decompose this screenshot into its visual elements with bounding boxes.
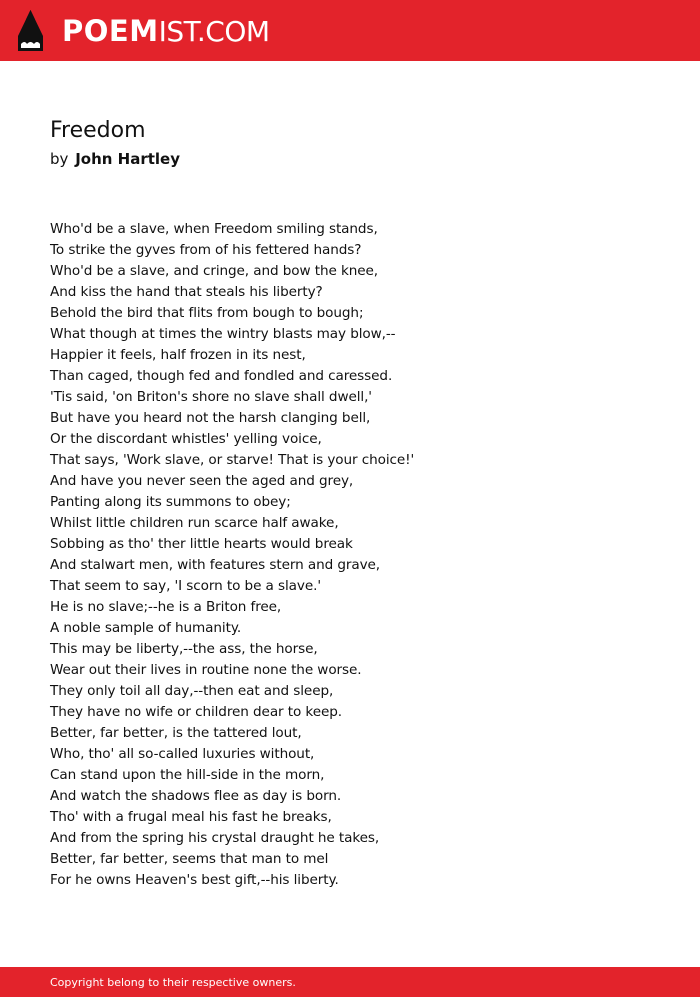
pencil-icon [18, 10, 43, 51]
poem-title: Freedom [50, 118, 146, 143]
poem-line: Who'd be a slave, when Freedom smiling stands, [50, 221, 378, 237]
footer-bar [0, 967, 700, 997]
poem-line: Wear out their lives in routine none the worse. [50, 662, 362, 678]
poem-line: And from the spring his crystal draught he takes, [50, 830, 380, 846]
poem-line: They only toil all day,--then eat and sleep, [50, 683, 334, 699]
poem-line: What though at times the wintry blasts may blow,-- [50, 326, 396, 342]
poem-line: And have you never seen the aged and grey, [50, 473, 354, 489]
poem-line: Whilst little children run scarce half awake, [50, 515, 339, 531]
poem-line: He is no slave;--he is a Briton free, [50, 599, 282, 615]
poem-line: But have you heard not the harsh clanging bell, [50, 410, 371, 426]
poem-line: Sobbing as tho' ther little hearts would break [50, 536, 353, 552]
poem-line: And watch the shadows flee as day is born. [50, 788, 342, 804]
site-logo[interactable] [62, 13, 270, 50]
poem-line: They have no wife or children dear to keep. [50, 704, 342, 720]
poem-line: Who, tho' all so-called luxuries without, [50, 746, 315, 762]
poem-line: That says, 'Work slave, or starve! That is your choice!' [50, 452, 415, 468]
poem-line: Than caged, though fed and fondled and caressed. [50, 368, 393, 384]
poem-line: And stalwart men, with features stern and grave, [50, 557, 381, 573]
by-label: by [50, 150, 69, 168]
logo-bold-text: POEM [62, 14, 159, 48]
copyright-notice: Copyright belong to their respective owners. [50, 976, 296, 989]
poem-line: Better, far better, is the tattered lout, [50, 725, 302, 741]
poem-line: To strike the gyves from of his fettered hands? [50, 242, 362, 258]
poem-line: Panting along its summons to obey; [50, 494, 291, 510]
poem-line: Or the discordant whistles' yelling voice, [50, 431, 322, 447]
poem-line: Better, far better, seems that man to mel [50, 851, 329, 867]
author-name: John Hartley [75, 150, 180, 168]
poem-line: Can stand upon the hill-side in the morn, [50, 767, 325, 783]
poem-line: A noble sample of humanity. [50, 620, 242, 636]
poem-line: Happier it feels, half frozen in its nest, [50, 347, 306, 363]
poem-line: Tho' with a frugal meal his fast he breaks, [50, 809, 332, 825]
poem-line: 'Tis said, 'on Briton's shore no slave shall dwell,' [50, 389, 372, 405]
poem-line: This may be liberty,--the ass, the horse, [50, 641, 318, 657]
poem-line: And kiss the hand that steals his liberty? [50, 284, 323, 300]
poem-line: That seem to say, 'I scorn to be a slave.' [50, 578, 321, 594]
poem-line: Who'd be a slave, and cringe, and bow the knee, [50, 263, 378, 279]
poem-line: For he owns Heaven's best gift,--his liberty. [50, 872, 339, 888]
header-bar [0, 0, 700, 61]
logo-light-text: IST.COM [158, 15, 270, 48]
byline [50, 149, 180, 169]
poem-line: Behold the bird that flits from bough to bough; [50, 305, 364, 321]
poem-body [50, 219, 414, 891]
